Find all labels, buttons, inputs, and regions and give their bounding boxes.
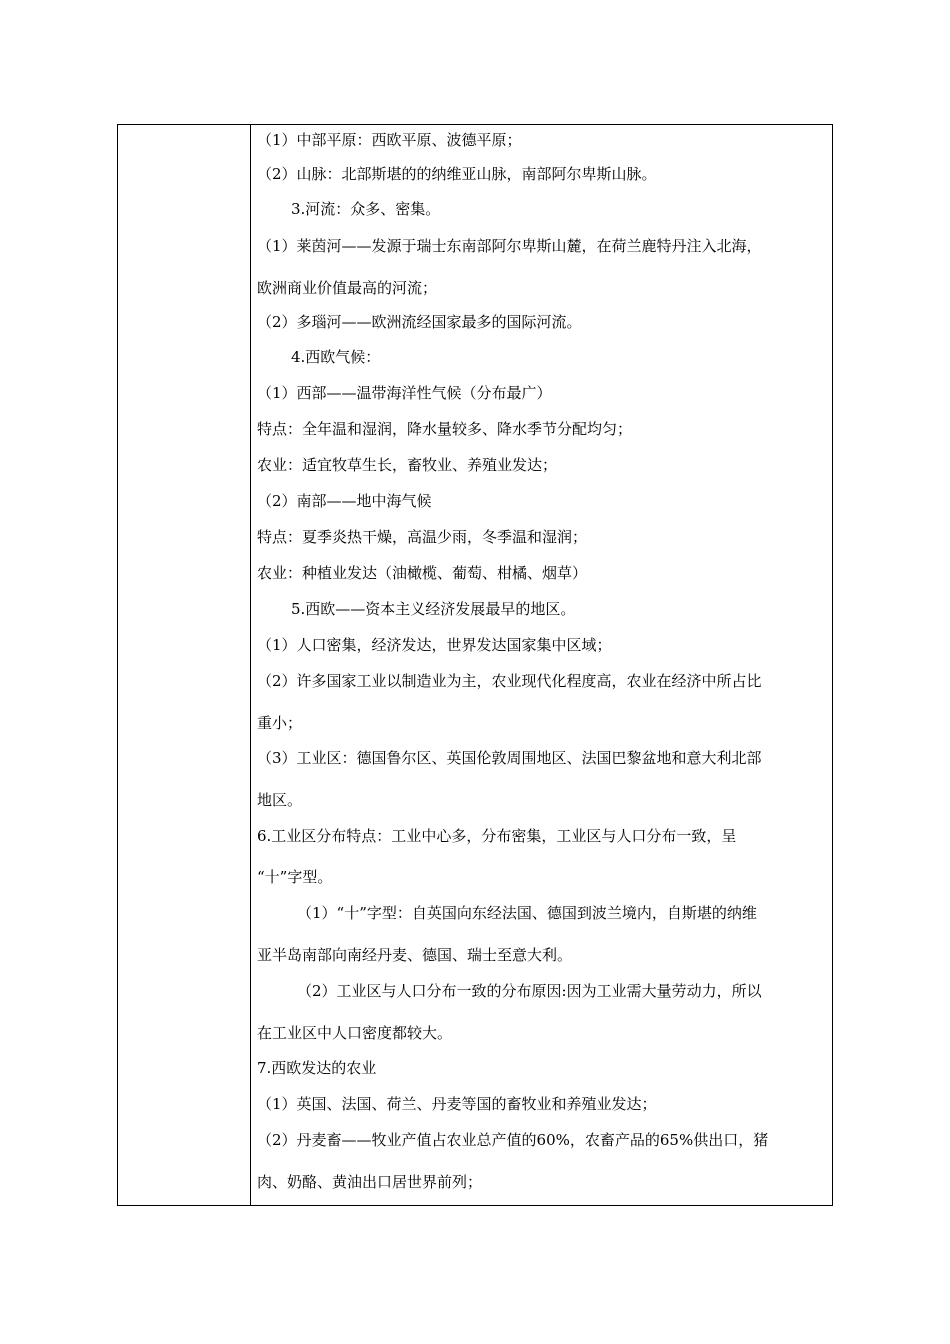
text-line: （1）“十”字型：自英国向东经法国、德国到波兰境内，自斯堪的纳维 — [297, 904, 757, 922]
text-line: （1）西部——温带海洋性气候（分布最广） — [257, 384, 552, 402]
text-line: （3）工业区：德国鲁尔区、英国伦敦周围地区、法国巴黎盆地和意大利北部 — [257, 749, 762, 767]
content-table — [117, 124, 833, 1206]
left-empty-cell — [118, 125, 251, 1205]
text-line: （1）莱茵河——发源于瑞士东南部阿尔卑斯山麓，在荷兰鹿特丹注入北海， — [257, 237, 762, 255]
text-line: （2）许多国家工业以制造业为主，农业现代化程度高，农业在经济中所占比 — [257, 672, 762, 690]
text-line: （2）南部——地中海气候 — [257, 492, 432, 510]
text-line: 肉、奶酪、黄油出口居世界前列； — [257, 1173, 483, 1191]
text-line: 重小； — [257, 714, 303, 732]
text-line: 亚半岛南部向南经丹麦、德国、瑞士至意大利。 — [257, 946, 573, 964]
text-line: 特点：夏季炎热干燥，高温少雨，冬季温和湿润； — [257, 528, 588, 546]
text-line: 欧洲商业价值最高的河流； — [257, 279, 438, 297]
text-line: 农业：适宜牧草生长，畜牧业、养殖业发达； — [257, 456, 558, 474]
text-line: “十”字型。 — [257, 868, 333, 886]
text-line: （2）山脉：北部斯堪的的纳维亚山脉，南部阿尔卑斯山脉。 — [257, 165, 657, 183]
text-line: 3.河流：众多、密集。 — [291, 200, 441, 218]
text-line: （1）人口密集，经济发达，世界发达国家集中区域； — [257, 636, 612, 654]
text-line: 在工业区中人口密度都较大。 — [257, 1024, 453, 1042]
text-line: （2）丹麦畜——牧业产值占农业总产值的60%，农畜产品的65%供出口，猪 — [257, 1131, 769, 1149]
notes-cell — [251, 125, 832, 1205]
text-line: 4.西欧气候： — [291, 348, 381, 366]
text-line: 7.西欧发达的农业 — [257, 1059, 377, 1077]
text-line: 地区。 — [257, 791, 303, 809]
text-line: （1）英国、法国、荷兰、丹麦等国的畜牧业和养殖业发达； — [257, 1095, 657, 1113]
text-line: （2）多瑙河——欧洲流经国家最多的国际河流。 — [257, 313, 582, 331]
text-line: 6.工业区分布特点：工业中心多，分布密集，工业区与人口分布一致，呈 — [257, 827, 737, 845]
text-line: （2）工业区与人口分布一致的分布原因:因为工业需大量劳动力，所以 — [297, 982, 762, 1000]
text-line: 农业：种植业发达（油橄榄、葡萄、柑橘、烟草） — [257, 564, 588, 582]
text-line: 特点：全年温和湿润，降水量较多、降水季节分配均匀； — [257, 420, 633, 438]
text-line: 5.西欧——资本主义经济发展最早的地区。 — [291, 600, 576, 618]
text-line: （1）中部平原：西欧平原、波德平原； — [257, 131, 522, 149]
